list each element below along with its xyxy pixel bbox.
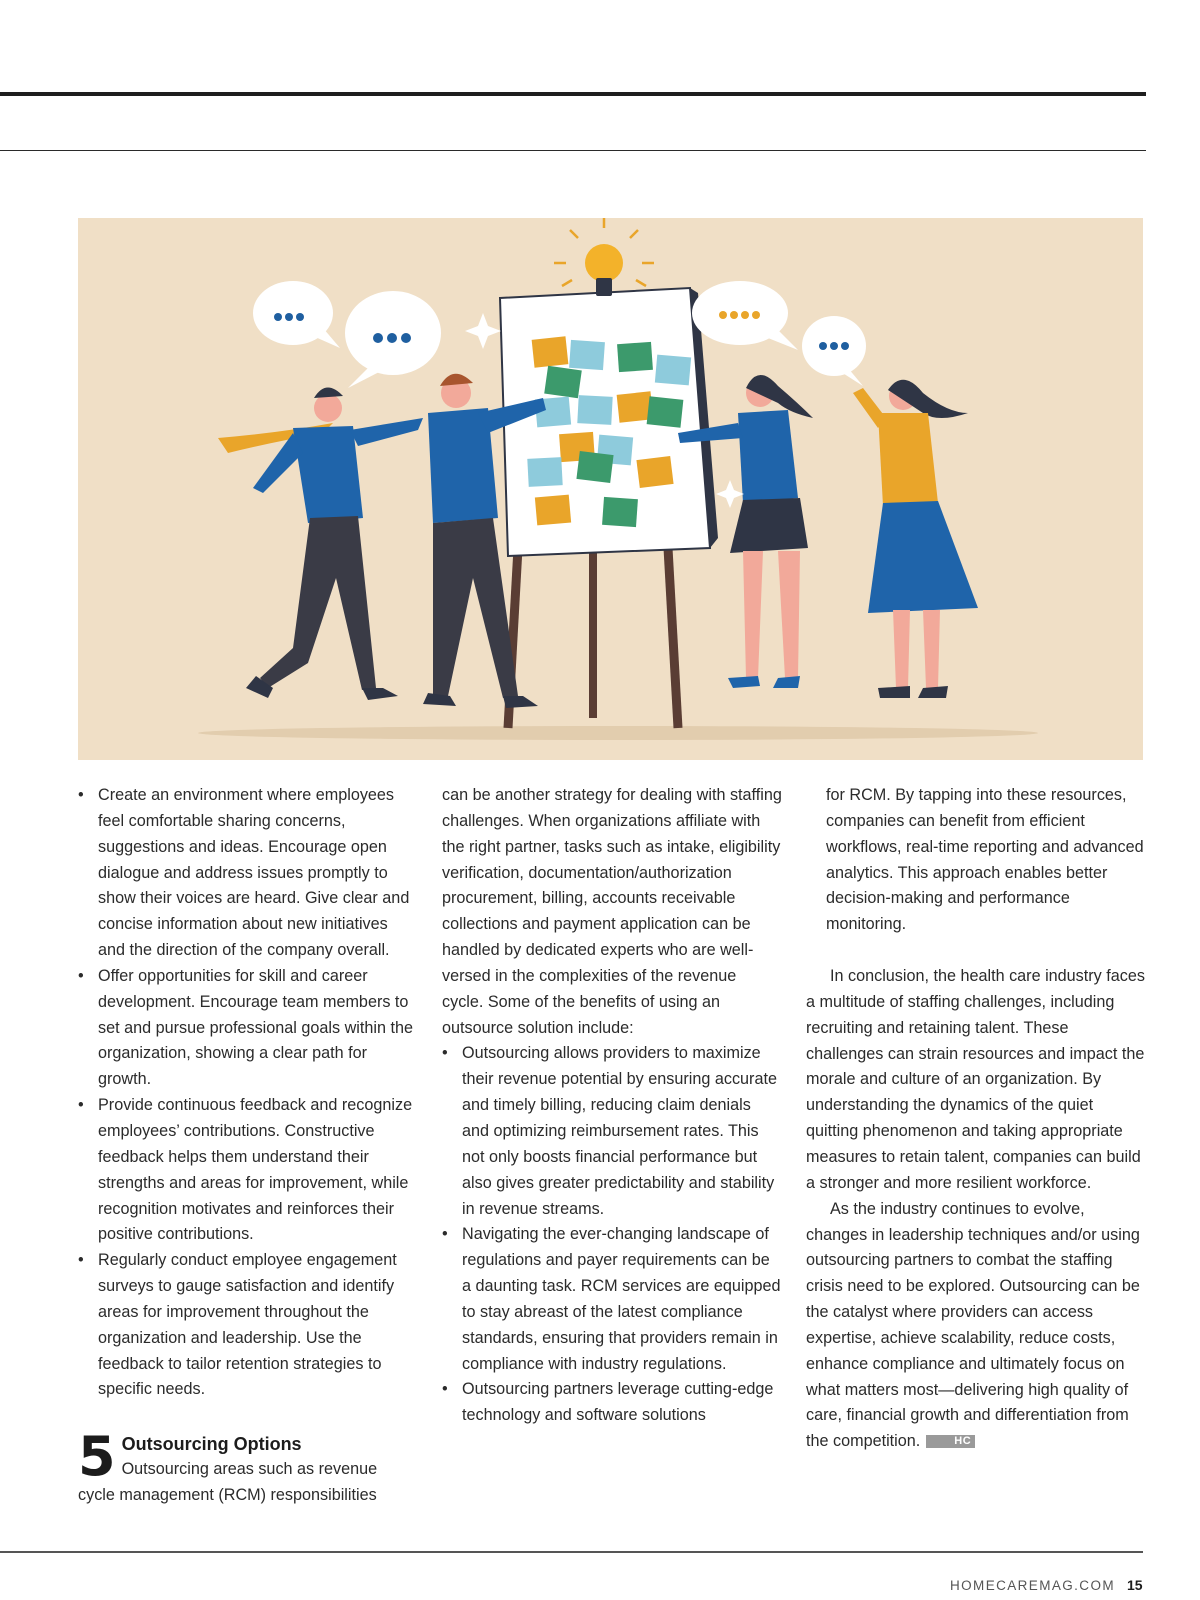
section-title: Outsourcing Options: [121, 1434, 302, 1455]
illustration-svg: [78, 218, 1143, 760]
section-number: 5: [78, 1425, 116, 1489]
end-mark: HC: [926, 1435, 975, 1448]
paragraph-text: As the industry continues to evolve, changes in leadership techniques and/or using outsourcing partners to combat the staffing crisis need to be explored. Outsourcing can be the catalyst where providers can access expertise, achieve scalability, reduce costs, enhance compliance and ultimately focus on what matters most—delivering high quality of care, financial growth and differentiation from the competition.: [806, 1199, 1140, 1451]
footer-rule: [0, 1551, 1143, 1553]
list-item-continued: for RCM. By tapping into these resources, companies can benefit from efficient workflows, real-time reporting and advanced analytics. This approach enables better decision-making and performance monitoring.: [826, 786, 1144, 934]
column-3: [806, 783, 1146, 1455]
list-item: • Navigating the ever-changing landscape of regulations and payer requirements can be a daunting task. RCM services are equipped to stay abreast of the latest compliance standards, ensuring that providers remain in compliance with industry regulations.: [442, 1222, 782, 1377]
page-number: 15: [1127, 1577, 1143, 1593]
team-brainstorm-illustration: [78, 218, 1143, 760]
paragraph: can be another strategy for dealing with staffing challenges. When organizations affiliate with the right partner, tasks such as intake, eligibility verification, documentation/authorization procurement, billing, accounts receivable collections and payment application can be handled by dedicated experts who are well-versed in the complexities of the revenue cycle. Some of the benefits of using an outsource solution include:: [442, 786, 782, 1037]
spacer: [806, 938, 1146, 964]
paragraph-final: [806, 1197, 1146, 1455]
benefits-list: [442, 1041, 782, 1429]
tips-list: [78, 783, 418, 1403]
footer-site[interactable]: HOMECAREMAG.COM: [950, 1578, 1116, 1593]
list-item: • Provide continuous feedback and recognize employees’ contributions. Constructive feedback helps them understand their strengths and areas for improvement, while recognition motivates and reinforces their positive contributions.: [78, 1093, 418, 1248]
section-text: Outsourcing areas such as revenue cycle management (RCM) responsibilities: [78, 1460, 378, 1505]
column-2: [442, 783, 782, 1429]
header-rule-thin: [0, 150, 1146, 151]
section-5: [78, 1425, 418, 1509]
header-rule-thick: [0, 92, 1146, 96]
list-item: • Outsourcing partners leverage cutting-edge technology and software solutions: [442, 1377, 782, 1429]
list-item: • Create an environment where employees feel comfortable sharing concerns, suggestions and ideas. Encourage open dialogue and address issues promptly to show their voices are heard. Give clear and concise information about new initiatives and the direction of the company overall.: [78, 783, 418, 964]
paragraph: In conclusion, the health care industry faces a multitude of staffing challenges, including recruiting and retaining talent. These challenges can strain resources and impact the morale and culture of an organization. By understanding the dynamics of the quiet quitting phenomenon and taking appropriate measures to retain talent, companies can build a stronger and more resilient workforce.: [806, 967, 1145, 1192]
continued-list: [806, 783, 1146, 938]
list-item: • Offer opportunities for skill and career development. Encourage team members to set and pursue professional goals within the organization, showing a clear path for growth.: [78, 964, 418, 1093]
column-1: [78, 783, 418, 1509]
list-item: • Regularly conduct employee engagement surveys to gauge satisfaction and identify areas for improvement throughout the organization and leadership. Use the feedback to tailor retention strategies to specific needs.: [78, 1248, 418, 1403]
list-item: • Outsourcing allows providers to maximize their revenue potential by ensuring accurate and timely billing, reducing claim denials and optimizing reimbursement rates. This not only boosts financial performance but also gives greater predictability and stability in revenue streams.: [442, 1041, 782, 1222]
